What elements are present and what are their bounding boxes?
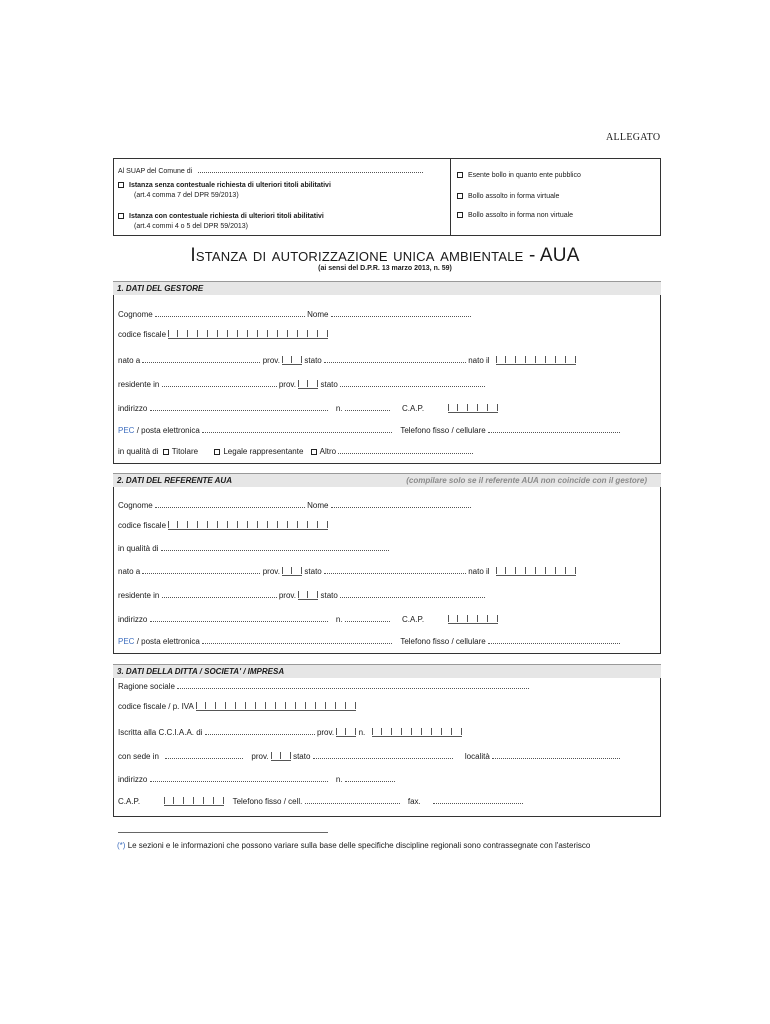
checkbox[interactable]	[118, 182, 124, 188]
qualita-label: in qualità di	[118, 447, 159, 456]
char-box[interactable]	[506, 567, 516, 574]
nato-a-field[interactable]	[142, 566, 260, 574]
nato-a-field[interactable]	[142, 355, 260, 363]
char-box[interactable]	[308, 330, 318, 337]
char-box[interactable]	[238, 330, 248, 337]
cognome-field[interactable]	[155, 309, 305, 317]
char-box[interactable]	[246, 702, 256, 709]
posta-label: / posta elettronica	[136, 426, 200, 435]
char-box[interactable]	[336, 702, 346, 709]
checkbox[interactable]	[457, 193, 463, 199]
char-box[interactable]	[218, 521, 228, 528]
n-field[interactable]	[345, 774, 395, 782]
n-label: n.	[358, 728, 366, 737]
s2-row-res	[118, 590, 485, 601]
checkbox-altro[interactable]	[311, 449, 317, 455]
footnote	[117, 840, 657, 851]
char-box[interactable]	[448, 404, 458, 411]
s2-row-addr	[118, 614, 498, 625]
char-box[interactable]	[288, 521, 298, 528]
char-box[interactable]	[214, 797, 224, 804]
option-senza[interactable]	[118, 181, 331, 190]
titolare-label: Titolare	[171, 447, 199, 456]
char-box[interactable]	[372, 728, 382, 735]
footnote-mark: (*)	[117, 841, 126, 850]
char-box[interactable]	[164, 797, 174, 804]
char-box[interactable]	[346, 728, 356, 735]
stato-field[interactable]	[313, 751, 453, 759]
pec-label: PEC	[118, 426, 135, 435]
char-box[interactable]	[442, 728, 452, 735]
char-box[interactable]	[308, 521, 318, 528]
prov-label: prov.	[262, 567, 280, 576]
char-box[interactable]	[278, 330, 288, 337]
char-box[interactable]	[412, 728, 422, 735]
char-box[interactable]	[402, 728, 412, 735]
residente-label: residente in	[118, 380, 160, 389]
cf-piva-label: codice fiscale / p. IVA	[118, 702, 194, 711]
section1-box	[113, 295, 661, 464]
indirizzo-field[interactable]	[150, 614, 328, 622]
char-box[interactable]	[296, 702, 306, 709]
stato-field[interactable]	[340, 590, 485, 598]
bollo-option-2[interactable]	[457, 192, 559, 201]
char-box[interactable]	[236, 702, 246, 709]
section2-header	[113, 473, 661, 487]
prov-label: prov.	[251, 752, 269, 761]
suap-comune-field[interactable]	[198, 165, 423, 173]
nato-a-label: nato a	[118, 567, 141, 576]
sede-label: con sede in	[118, 752, 159, 761]
stato-label: stato	[320, 591, 338, 600]
stato-label: stato	[293, 752, 311, 761]
pec-field[interactable]	[202, 636, 392, 644]
char-box[interactable]	[448, 615, 458, 622]
prov-label: prov.	[278, 591, 297, 600]
char-box[interactable]	[308, 591, 318, 598]
char-box[interactable]	[228, 521, 238, 528]
char-box[interactable]	[556, 356, 566, 363]
prov-label: prov.	[316, 728, 335, 737]
prov-field[interactable]	[271, 752, 291, 761]
nato-il-label: nato il	[468, 567, 490, 576]
cap-field[interactable]	[164, 797, 224, 806]
prov-field[interactable]	[298, 380, 318, 389]
char-box[interactable]	[168, 330, 178, 337]
char-box[interactable]	[326, 702, 336, 709]
char-box[interactable]	[174, 797, 184, 804]
tel-label: Telefono fisso / cellulare	[400, 426, 486, 435]
char-box[interactable]	[536, 356, 546, 363]
char-box[interactable]	[266, 702, 276, 709]
char-box[interactable]	[516, 356, 526, 363]
char-box[interactable]	[178, 330, 188, 337]
char-box[interactable]	[282, 356, 292, 363]
char-box[interactable]	[204, 797, 214, 804]
char-box[interactable]	[306, 702, 316, 709]
char-box[interactable]	[258, 521, 268, 528]
page-title: Istanza di autorizzazione unica ambientale - AUA	[190, 245, 580, 266]
char-box[interactable]	[298, 521, 308, 528]
char-box[interactable]	[392, 728, 402, 735]
nato-il-label: nato il	[468, 356, 490, 365]
checkbox-legale[interactable]	[214, 449, 220, 455]
cap-field[interactable]	[448, 615, 498, 624]
char-box[interactable]	[478, 615, 488, 622]
fax-label: fax.	[407, 797, 421, 806]
pec-label: PEC	[118, 637, 135, 646]
char-box[interactable]	[256, 702, 266, 709]
s1-row-qualita	[118, 446, 473, 457]
checkbox[interactable]	[457, 172, 463, 178]
ragione-field[interactable]	[177, 681, 529, 689]
char-box[interactable]	[432, 728, 442, 735]
char-box[interactable]	[488, 404, 498, 411]
indirizzo-field[interactable]	[150, 403, 328, 411]
s1-row-addr	[118, 403, 498, 414]
ragione-label: Ragione sociale	[118, 682, 175, 691]
char-box[interactable]	[216, 702, 226, 709]
char-box[interactable]	[248, 521, 258, 528]
char-box[interactable]	[318, 330, 328, 337]
tel-label: Telefono fisso / cellulare	[400, 637, 486, 646]
legale-label: Legale rappresentante	[223, 447, 304, 456]
posta-label: / posta elettronica	[136, 637, 200, 646]
checkbox[interactable]	[457, 212, 463, 218]
char-box[interactable]	[496, 567, 506, 574]
bollo-label-3: Bollo assolto in forma non virtuale	[468, 212, 574, 219]
option-con-label: Istanza con contestuale richiesta di ulteriori titoli abilitativi	[129, 213, 324, 220]
cap-label: C.A.P.	[401, 404, 425, 413]
nome-field[interactable]	[331, 309, 471, 317]
indirizzo-label: indirizzo	[118, 615, 148, 624]
bollo-option-3[interactable]	[457, 211, 573, 220]
qualita-label: in qualità di	[118, 544, 159, 553]
stato-field[interactable]	[324, 355, 466, 363]
cf-label: codice fiscale	[118, 330, 167, 339]
cap-label: C.A.P.	[118, 797, 141, 806]
prov-label: prov.	[278, 380, 297, 389]
char-box[interactable]	[208, 330, 218, 337]
allegato-label: ALLEGATO	[606, 132, 661, 143]
char-box[interactable]	[566, 567, 576, 574]
char-box[interactable]	[496, 356, 506, 363]
stato-label: stato	[304, 567, 322, 576]
char-box[interactable]	[178, 521, 188, 528]
char-box[interactable]	[556, 567, 566, 574]
char-box[interactable]	[566, 356, 576, 363]
destination-box	[113, 158, 661, 236]
char-box[interactable]	[506, 356, 516, 363]
indirizzo-field[interactable]	[150, 774, 328, 782]
sede-field[interactable]	[165, 751, 243, 759]
char-box[interactable]	[218, 330, 228, 337]
section1-title: 1. DATI DEL GESTORE	[117, 284, 204, 293]
char-box[interactable]	[188, 521, 198, 528]
nome-label: Nome	[307, 310, 329, 319]
footnote-separator	[118, 832, 328, 833]
suap-row	[118, 165, 423, 176]
char-box[interactable]	[194, 797, 204, 804]
s2-row-names	[118, 500, 471, 511]
s3-row-cf	[118, 702, 356, 712]
localita-label: località	[464, 752, 490, 761]
s3-row-cciaa	[118, 727, 462, 738]
n-label: n.	[335, 404, 343, 413]
char-box[interactable]	[516, 567, 526, 574]
char-box[interactable]	[198, 330, 208, 337]
nato-il-field[interactable]	[496, 356, 576, 365]
char-box[interactable]	[282, 567, 292, 574]
tel-field[interactable]	[305, 796, 400, 804]
char-box[interactable]	[226, 702, 236, 709]
nato-a-label: nato a	[118, 356, 141, 365]
char-box[interactable]	[468, 404, 478, 411]
tel-label: Telefono fisso / cell.	[232, 797, 303, 806]
s1-row-cf	[118, 330, 328, 340]
char-box[interactable]	[271, 752, 281, 759]
checkbox-titolare[interactable]	[163, 449, 169, 455]
char-box[interactable]	[298, 380, 308, 387]
char-box[interactable]	[292, 356, 302, 363]
checkbox[interactable]	[118, 213, 124, 219]
s3-row-ragione	[118, 681, 529, 692]
s3-row-sede	[118, 751, 620, 762]
char-box[interactable]	[422, 728, 432, 735]
char-box[interactable]	[268, 330, 278, 337]
char-box[interactable]	[458, 615, 468, 622]
pec-field[interactable]	[202, 425, 392, 433]
char-box[interactable]	[526, 356, 536, 363]
char-box[interactable]	[281, 752, 291, 759]
char-box[interactable]	[278, 521, 288, 528]
altro-label: Altro	[319, 447, 337, 456]
bollo-option-1[interactable]	[457, 171, 581, 180]
prov-field[interactable]	[282, 356, 302, 365]
cf-piva-field[interactable]	[196, 702, 356, 711]
tel-field[interactable]	[488, 636, 620, 644]
char-box[interactable]	[458, 404, 468, 411]
bollo-label-2: Bollo assolto in forma virtuale	[468, 193, 560, 200]
s2-row-pec	[118, 636, 620, 647]
indirizzo-label: indirizzo	[118, 404, 148, 413]
residente-field[interactable]	[162, 379, 277, 387]
prov-field[interactable]	[298, 591, 318, 600]
cf-field[interactable]	[168, 521, 328, 530]
char-box[interactable]	[546, 567, 556, 574]
char-box[interactable]	[298, 330, 308, 337]
suap-label: Al SUAP del Comune di	[118, 168, 193, 175]
option-con-sub: (art.4 commi 4 o 5 del DPR 59/2013)	[134, 223, 248, 230]
char-box[interactable]	[536, 567, 546, 574]
char-box[interactable]	[346, 702, 356, 709]
char-box[interactable]	[288, 330, 298, 337]
cf-field[interactable]	[168, 330, 328, 339]
char-box[interactable]	[478, 404, 488, 411]
residente-label: residente in	[118, 591, 160, 600]
stato-field[interactable]	[340, 379, 485, 387]
char-box[interactable]	[248, 330, 258, 337]
cap-label: C.A.P.	[401, 615, 425, 624]
section3-title: 3. DATI DELLA DITTA / SOCIETA' / IMPRESA	[117, 667, 285, 676]
char-box[interactable]	[488, 615, 498, 622]
cognome-label: Cognome	[118, 310, 153, 319]
char-box[interactable]	[308, 380, 318, 387]
s1-row-pec	[118, 425, 620, 436]
char-box[interactable]	[188, 330, 198, 337]
char-box[interactable]	[316, 702, 326, 709]
s3-row-addr	[118, 774, 395, 785]
prov-label: prov.	[262, 356, 280, 365]
section2-note: (compilare solo se il referente AUA non coincide con il gestore)	[406, 476, 647, 485]
cf-label: codice fiscale	[118, 521, 167, 530]
s2-row-cf	[118, 521, 328, 531]
fax-field[interactable]	[433, 796, 523, 804]
nome-field[interactable]	[331, 500, 471, 508]
box-divider	[450, 159, 451, 235]
s1-row-names	[118, 309, 471, 320]
char-box[interactable]	[206, 702, 216, 709]
char-box[interactable]	[258, 330, 268, 337]
stato-label: stato	[304, 356, 322, 365]
altro-field[interactable]	[338, 446, 473, 454]
cognome-field[interactable]	[155, 500, 305, 508]
n-field[interactable]	[345, 614, 390, 622]
char-box[interactable]	[298, 591, 308, 598]
char-box[interactable]	[468, 615, 478, 622]
char-box[interactable]	[452, 728, 462, 735]
residente-field[interactable]	[162, 590, 277, 598]
char-box[interactable]	[286, 702, 296, 709]
s3-row-cap	[118, 796, 523, 807]
section3-header	[113, 664, 661, 678]
s2-row-qualita	[118, 543, 389, 554]
section3-box	[113, 678, 661, 817]
cciaa-field[interactable]	[205, 727, 315, 735]
char-box[interactable]	[228, 330, 238, 337]
char-box[interactable]	[526, 567, 536, 574]
bollo-label-1: Esente bollo in quanto ente pubblico	[468, 172, 581, 179]
char-box[interactable]	[184, 797, 194, 804]
prov-field[interactable]	[336, 728, 356, 737]
option-senza-sub: (art.4 comma 7 del DPR 59/2013)	[134, 192, 239, 199]
char-box[interactable]	[198, 521, 208, 528]
localita-field[interactable]	[492, 751, 620, 759]
s1-row-res	[118, 379, 485, 390]
n-label: n.	[335, 615, 343, 624]
section2-box	[113, 487, 661, 654]
char-box[interactable]	[208, 521, 218, 528]
section1-header	[113, 281, 661, 295]
char-box[interactable]	[546, 356, 556, 363]
char-box[interactable]	[196, 702, 206, 709]
s1-row-birth	[118, 355, 576, 366]
qualita-field[interactable]	[161, 543, 389, 551]
char-box[interactable]	[276, 702, 286, 709]
option-senza-label: Istanza senza contestuale richiesta di ulteriori titoli abilitativi	[129, 182, 331, 189]
rea-number-field[interactable]	[372, 728, 462, 737]
cciaa-label: Iscritta alla C.C.I.A.A. di	[118, 728, 203, 737]
n-field[interactable]	[345, 403, 390, 411]
char-box[interactable]	[318, 521, 328, 528]
stato-label: stato	[320, 380, 338, 389]
char-box[interactable]	[292, 567, 302, 574]
indirizzo-label: indirizzo	[118, 775, 148, 784]
footnote-text: Le sezioni e le informazioni che possono variare sulla base delle specifiche discipline regionali sono contrassegnate con l'asterisco	[127, 841, 591, 850]
section2-title: 2. DATI DEL REFERENTE AUA	[117, 476, 232, 485]
cap-field[interactable]	[448, 404, 498, 413]
s2-row-birth	[118, 566, 576, 577]
option-con[interactable]	[118, 212, 324, 221]
cognome-label: Cognome	[118, 501, 153, 510]
char-box[interactable]	[168, 521, 178, 528]
char-box[interactable]	[336, 728, 346, 735]
stato-field[interactable]	[324, 566, 466, 574]
char-box[interactable]	[238, 521, 248, 528]
prov-field[interactable]	[282, 567, 302, 576]
nome-label: Nome	[307, 501, 329, 510]
page-subtitle: (ai sensi del D.P.R. 13 marzo 2013, n. 59)	[318, 265, 452, 272]
n-label: n.	[335, 775, 343, 784]
nato-il-field[interactable]	[496, 567, 576, 576]
char-box[interactable]	[382, 728, 392, 735]
char-box[interactable]	[268, 521, 278, 528]
tel-field[interactable]	[488, 425, 620, 433]
